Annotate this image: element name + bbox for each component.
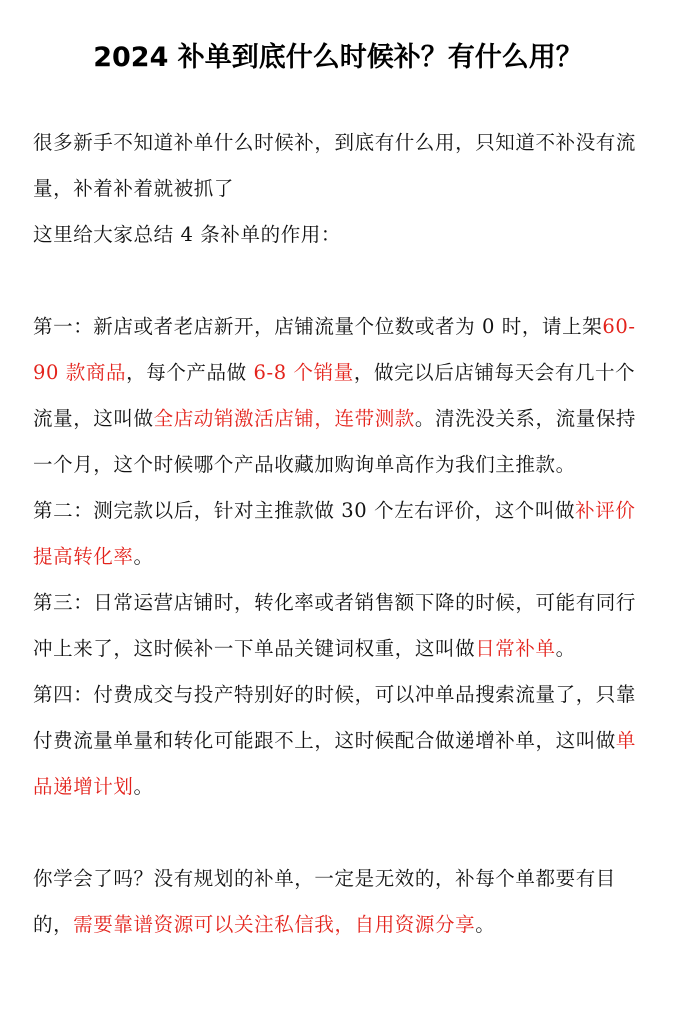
closing-highlight: 需要靠谱资源可以关注私信我，自用资源分享 — [73, 913, 476, 936]
point-two-text-1: 第二：测完款以后，针对主推款做 30 个左右评价，这个叫做 — [33, 499, 576, 522]
point-two-text-2: 。 — [133, 545, 154, 568]
point-three-text-2: 。 — [555, 637, 576, 660]
point-one-highlight-3: 全店动销激活店铺，连带测款 — [153, 407, 415, 430]
point-one-text-2: ，每个产品做 — [126, 361, 254, 384]
point-two-paragraph — [33, 488, 653, 580]
point-one-highlight-2: 6-8 个销量 — [253, 361, 354, 384]
point-one-text-4: 。清洗没关系，流量保持一个月，这个时候哪个产品收藏加购询单高作为我们主推款。 — [33, 407, 637, 476]
point-three-highlight: 日常补单 — [475, 637, 556, 660]
point-four-paragraph — [33, 672, 653, 810]
point-one-highlight-1: 60-90 款商品 — [33, 315, 636, 384]
blank-line — [33, 810, 653, 856]
blank-line — [33, 258, 653, 304]
closing-text-1: 你学会了吗？没有规划的补单，一定是无效的，补每个单都要有目的， — [33, 867, 616, 936]
point-one-paragraph — [33, 304, 653, 488]
closing-paragraph — [33, 856, 653, 948]
article-body — [33, 120, 653, 948]
point-four-text-1: 第四：付费成交与投产特别好的时候，可以冲单品搜索流量了，只靠付费流量单量和转化可能跟不上，这时候配合做递增补单，这叫做 — [33, 683, 637, 752]
point-one-text-1: 第一：新店或者老店新开，店铺流量个位数或者为 0 时，请上架 — [33, 315, 603, 338]
point-four-highlight: 单品递增计划 — [33, 729, 637, 798]
point-four-text-2: 。 — [133, 775, 154, 798]
point-two-highlight: 补评价提高转化率 — [33, 499, 636, 568]
closing-text-2: 。 — [475, 913, 496, 936]
intro-paragraph: 很多新手不知道补单什么时候补，到底有什么用，只知道不补没有流量，补着补着就被抓了 — [33, 131, 637, 200]
point-three-text-1: 第三：日常运营店铺时，转化率或者销售额下降的时候，可能有同行冲上来了，这时候补一下单品关键词权重，这叫做 — [33, 591, 637, 660]
intro-summary: 这里给大家总结 4 条补单的作用： — [33, 223, 342, 246]
point-one-text-3: ，做完以后店铺每天会有几十个流量，这叫做 — [33, 361, 636, 430]
page-title: 2024 补单到底什么时候补？有什么用？ — [93, 42, 583, 73]
point-three-paragraph — [33, 580, 653, 672]
